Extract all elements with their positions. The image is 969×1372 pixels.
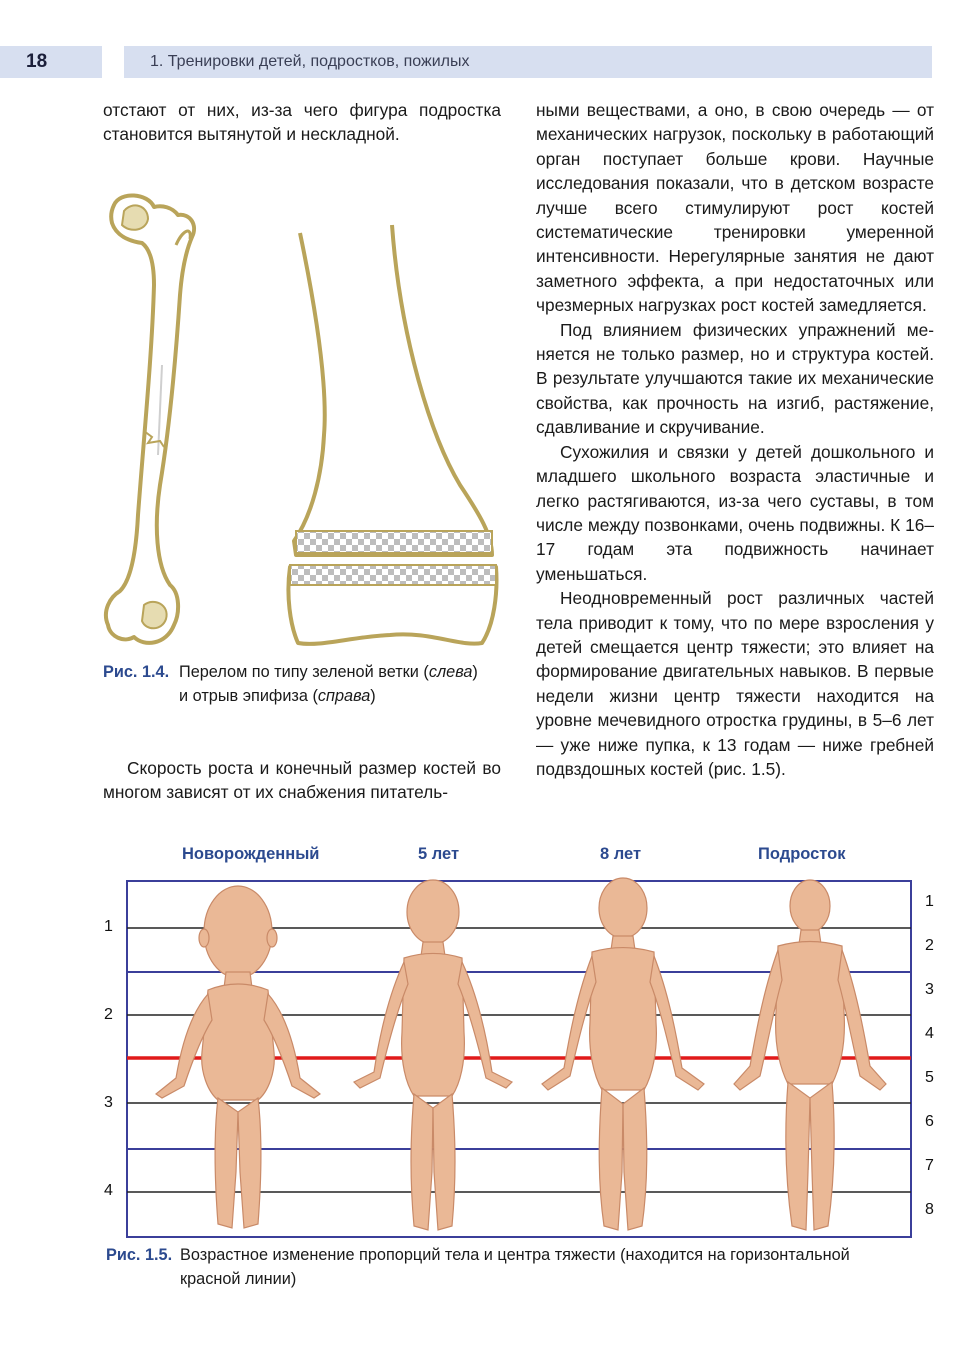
column-title-teen: Подросток xyxy=(758,845,846,863)
left-column-intro xyxy=(103,98,501,147)
paragraph-3: Сухожилия и связки у детей дошкольного и младшего школьного возраста эластичные и легко растягиваются, из-за чего суставы, в том числе между позвонками, очень подвижны. К 16–17 годам эта подвижность начинает уменьшаться. xyxy=(536,441,934,584)
right-scale-6: 6 xyxy=(925,1113,934,1130)
figure-1-4-caption: Рис. 1.4. Перелом по типу зеленой ветки (слева) и отрыв эпифиза (справа) xyxy=(103,660,503,708)
teen-figure-icon xyxy=(734,880,886,1230)
figure-1-5-label: Рис. 1.5. xyxy=(106,1246,173,1264)
left-scale-4: 4 xyxy=(104,1182,113,1199)
child-8-years-figure-icon xyxy=(542,878,704,1230)
paragraph-1: ными веществами, а оно, в свою очередь — от механических нагрузок, поскольку в работающий орган поступает больше крови. Научные исследования показали, что в детском возрасте лучше всего стимулируют рост костей систематические тренировки умеренной интенсивности. Нерегулярные занятия не дают заметного эффекта, а при недостаточных или чрезмерных нагрузках рост костей замедляется. xyxy=(536,100,934,316)
paragraph-4: Неодновременный рост различных частей тела приводит к тому, что по мере взросления у детей смещается центр тяжести; это влияет на формирование двигательных навыков. В первые недели жизни центр тяжести находится на уровне мечевидного отростка грудины, в 5–6 лет — уже ниже пупка, к 13 годам — ниже гребней подвздошных костей (рис. 1.5). xyxy=(536,588,934,779)
figure-1-5-caption: Рис. 1.5. Возрастное изменение пропорций тела и центра тяжести (находится на горизонтальной красной линии) xyxy=(106,1243,941,1291)
right-scale-8: 8 xyxy=(925,1201,934,1218)
newborn-figure-icon xyxy=(156,886,320,1228)
intro-paragraph: отстают от них, из-за чего фигура подростка становится вытянутой и нескладной. xyxy=(103,100,501,145)
right-scale-7: 7 xyxy=(925,1157,934,1174)
child-5-years-figure-icon xyxy=(354,880,512,1230)
left-scale-2: 2 xyxy=(104,1006,113,1023)
left-scale-3: 3 xyxy=(104,1094,113,1111)
right-scale-5: 5 xyxy=(925,1069,934,1086)
column-title-newborn: Новорожденный xyxy=(182,845,320,863)
column-title-8-years: 8 лет xyxy=(600,845,642,863)
right-column xyxy=(536,98,934,781)
left-column-bottom xyxy=(103,756,501,805)
right-scale-1: 1 xyxy=(925,893,934,910)
paragraph-2: Под влиянием физических упражнений меняется не только размер, но и структура костей. В результате улучшаются такие их механические свойства, как прочность на изгиб, растяжение, сдавливание и скручивание. xyxy=(536,319,934,438)
right-scale-3: 3 xyxy=(925,981,934,998)
column-title-5-years: 5 лет xyxy=(418,845,460,863)
left-scale-1: 1 xyxy=(104,918,113,935)
page-number: 18 xyxy=(0,46,102,78)
chapter-title: 1. Тренировки детей, подростков, пожилых xyxy=(124,46,932,78)
femur-bone-icon xyxy=(106,195,194,642)
figure-1-4-label: Рис. 1.4. xyxy=(103,663,170,681)
right-scale-2: 2 xyxy=(925,937,934,954)
right-scale-4: 4 xyxy=(925,1025,934,1042)
figure-1-4-illustration xyxy=(100,185,500,655)
bottom-paragraph: Скорость роста и конечный размер костей во многом зависят от их снабжения питатель- xyxy=(103,758,501,803)
figure-1-5-illustration xyxy=(118,872,918,1242)
